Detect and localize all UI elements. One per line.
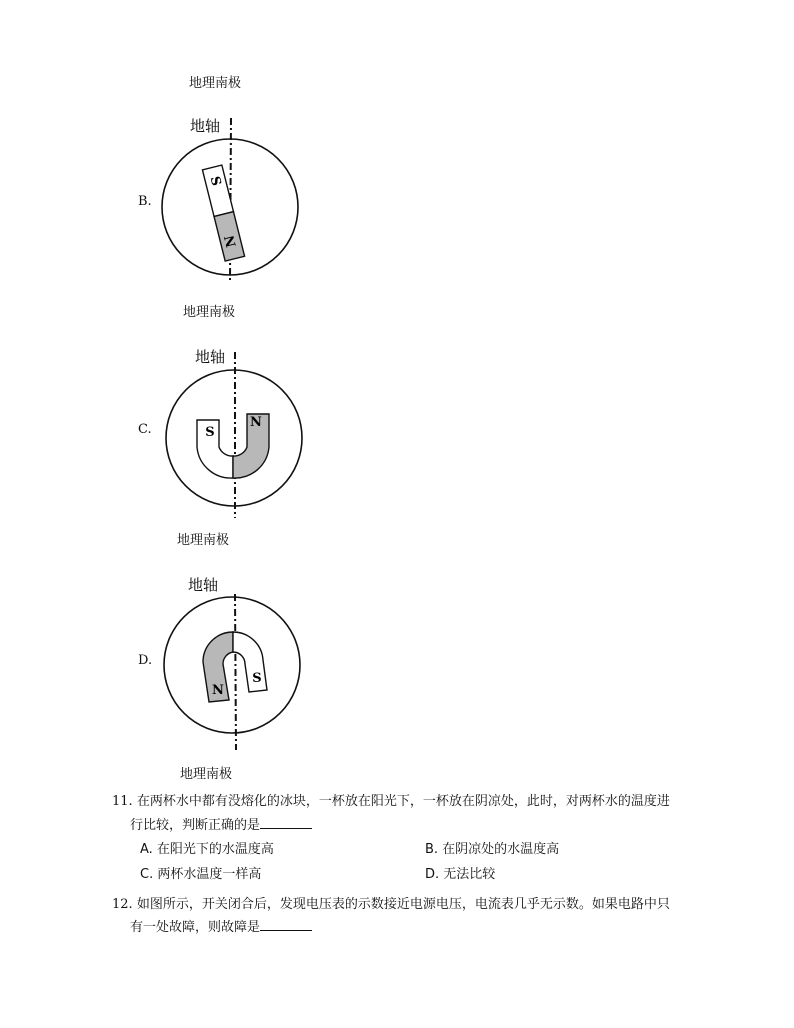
magnet-s-label: S [252, 671, 262, 686]
earth-axis-label: 地轴 [190, 117, 221, 135]
magnet-n-label: N [250, 415, 262, 430]
question-text: 有一处故障，则故障是 [130, 920, 261, 935]
bar-magnet [202, 165, 244, 261]
option-c-south-pole-label: 地理南极 [177, 533, 230, 548]
earth-circle [164, 597, 300, 733]
magnet-s-label: S [205, 425, 215, 440]
choice-a[interactable]: A. 在阳光下的水温度高 [140, 842, 274, 857]
question-text: 在两杯水中都有没熔化的冰块，一杯放在阳光下，一杯放在阴凉处，此时，对两杯水的温度进 [136, 794, 670, 809]
option-d-diagram [153, 572, 313, 762]
question-11-line2 [130, 815, 312, 837]
option-c-diagram [155, 342, 315, 532]
option-d-south-pole-label: 地理南极 [180, 767, 233, 782]
magnet-s-label: S [206, 174, 224, 188]
option-b-south-pole-label: 地理南极 [183, 305, 236, 320]
answer-blank[interactable] [260, 918, 312, 931]
option-d-letter: D. [138, 653, 153, 668]
choice-b[interactable]: B. 在阴凉处的水温度高 [425, 842, 560, 857]
question-12-line2 [130, 917, 312, 939]
question-text: 行比较，判断正确的是 [130, 818, 261, 833]
choice-c[interactable]: C. 两杯水温度一样高 [140, 867, 262, 882]
question-12-line1 [112, 894, 670, 916]
choice-d[interactable]: D. 无法比较 [425, 867, 496, 882]
earth-axis-line [235, 594, 236, 750]
option-b-diagram [150, 110, 310, 300]
question-text: 如图所示，开关闭合后，发现电压表的示数接近电源电压，电流表几乎无示数。如果电路中只 [136, 897, 670, 912]
magnet-south-half [202, 165, 233, 216]
question-number: 12. [112, 897, 133, 912]
earth-axis-label: 地轴 [188, 576, 219, 594]
question-11-line1 [112, 791, 670, 813]
answer-blank[interactable] [260, 816, 312, 829]
earth-axis-label: 地轴 [195, 348, 226, 366]
magnet-south-arm [197, 420, 233, 478]
magnet-n-label: N [222, 233, 240, 249]
option-c-letter: C. [138, 422, 152, 437]
magnet-south-arm [233, 632, 267, 692]
magnet-n-label: N [212, 683, 224, 698]
question-number: 11. [112, 794, 133, 809]
option-b-letter: B. [138, 194, 152, 209]
option-a-south-pole-label: 地理南极 [189, 76, 242, 91]
